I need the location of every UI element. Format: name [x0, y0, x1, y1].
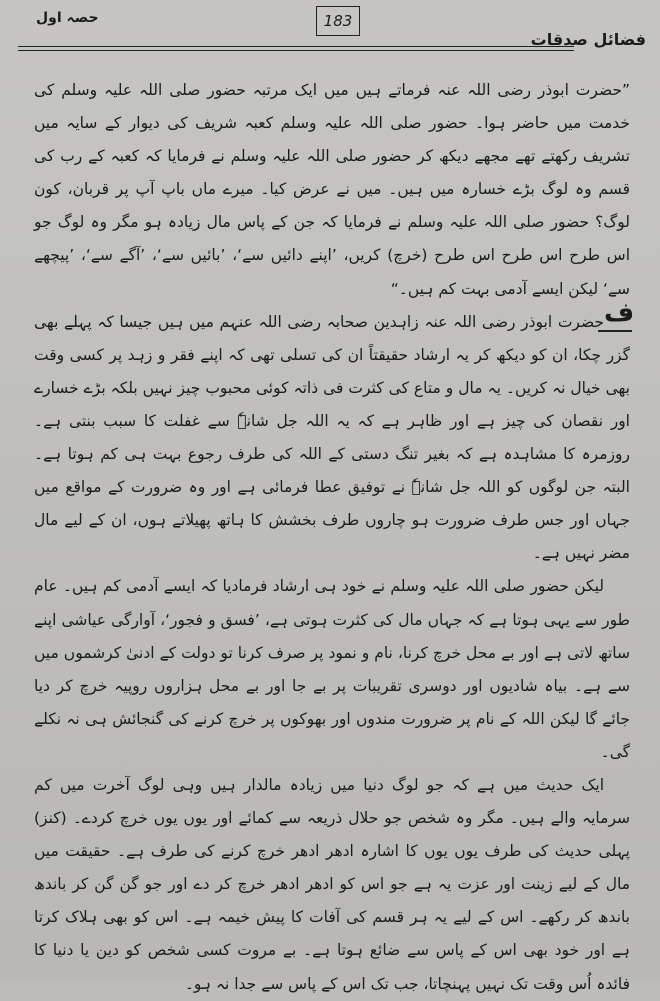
- page-number: 183: [316, 6, 360, 36]
- book-title: فضائل صدقات: [530, 30, 646, 49]
- header-divider-thin: [18, 50, 574, 51]
- part-label: حصہ اول: [36, 10, 99, 26]
- paragraph-commentary: حضرت ابوذر رضی اللہ عنہ زاہدین صحابہ رضی اللہ عنہم میں ہیں جیسا کہ پہلے بھی گزر چکا، ان کو دیکھ کر یہ ارشاد حقیقتاً ان کی تسلی تھی کہ اپنے فقر و زہد پر کسی وقت بھی خیال نہ کریں۔ یہ مال و متاع کی کثرت فی ذاتہ کوئی محبوب چیز نہیں بلکہ بڑے خسارے اور نقصان کی چیز ہے اور ظاہر ہے کہ یہ اللہ جل شانہٗ سے غفلت کا سبب بنتی ہے۔ روزمرہ کا مشاہدہ ہے کہ بغیر تنگ دستی کے اللہ کی طرف رجوع بہت ہی کم ہوتا ہے۔ البتہ جن لوگوں کو اللہ جل شانہٗ نے توفیق عطا فرمائی ہے اور وہ ضرورت کے مواقع میں جہاں اور جس طرف ضرورت ہو چاروں طرف بخشش کا ہاتھ پھیلاتے ہوں، ان کے لیے مال مضر نہیں ہے۔: [34, 312, 630, 563]
- header-divider: [18, 46, 574, 47]
- paragraph-explanation: لیکن حضور صلی اللہ علیہ وسلم نے خود ہی ارشاد فرمادیا کہ ایسے آدمی کم ہیں۔ عام طور سے یہی ہوتا ہے کہ جہاں مال کی کثرت ہوتی ہے، ’فسق و فجور‘، آوارگی عیاشی اپنے ساتھ لاتی ہے اور بے محل خرچ کرنا، نام و نمود پر صرف کرنا تو دولت کے ادنیٰ کرشموں میں سے ہے۔ بیاہ شادیوں اور دوسری تقریبات پر بے جا اور بے محل ہزاروں روپیہ خرچ کر دیا جائے گا لیکن اللہ کے نام پر ضرورت مندوں اور بھوکوں پر خرچ کرنے کی گنجائش ہی نہ نکلے گی۔: [34, 577, 630, 761]
- paragraph-second-hadith: ایک حدیث میں ہے کہ جو لوگ دنیا میں زیادہ مالدار ہیں وہی لوگ آخرت میں کم سرمایہ والے ہیں۔ مگر وہ شخص جو حلال ذریعہ سے کمائے اور یوں یوں خرچ کردے۔ (کنز) پہلی حدیث کی طرف یوں یوں کا اشارہ ادھر ادھر خرچ کرنے کی طرف ہے۔ حقیقت میں مال کے لیے زینت اور عزت یہ ہے جو اس کو ادھر ادھر خرچ کر دے اور جو گن گن کر باندھ باندھ کر رکھے۔ اس کے لیے یہ ہر قسم کی آفات کا پیش خیمہ ہے۔ اس کو بھی ہلاک کرتا ہے اور خود بھی اس کے پاس سے ضائع ہوتا ہے۔ بے مروت کسی شخص کو دین یا دنیا کا فائدہ اُس وقت تک نہیں پہنچاتا، جب تک اس کے پاس سے جدا نہ ہو۔: [34, 775, 630, 993]
- page-header: [0, 0, 660, 64]
- fawaid-marker: ف: [604, 298, 635, 328]
- paragraph-hadith: ”حضرت ابوذر رضی اللہ عنہ فرماتے ہیں میں ایک مرتبہ حضور صلی اللہ علیہ وسلم کی خدمت میں حاضر ہوا۔ حضور صلی اللہ علیہ وسلم کعبہ شریف کی دیوار کے سایہ میں تشریف رکھتے تھے مجھے دیکھ کر حضور صلی اللہ علیہ وسلم نے فرمایا کہ کعبہ کے رب کی قسم وہ لوگ بڑے خسارہ میں ہیں۔ میں نے عرض کیا۔ میرے ماں باپ آپ پر قربان، کون لوگ؟ حضور صلی اللہ علیہ وسلم نے فرمایا کہ جن کے پاس مال زیادہ ہو مگر وہ لوگ جو اس طرح اس طرح اس طرح (خرچ) کریں، ’اپنے دائیں سے‘، ’بائیں سے‘، ’آگے سے‘، ’پیچھے سے‘ لیکن ایسے آدمی بہت کم ہیں۔“: [34, 81, 630, 298]
- page-body: [34, 74, 630, 1001]
